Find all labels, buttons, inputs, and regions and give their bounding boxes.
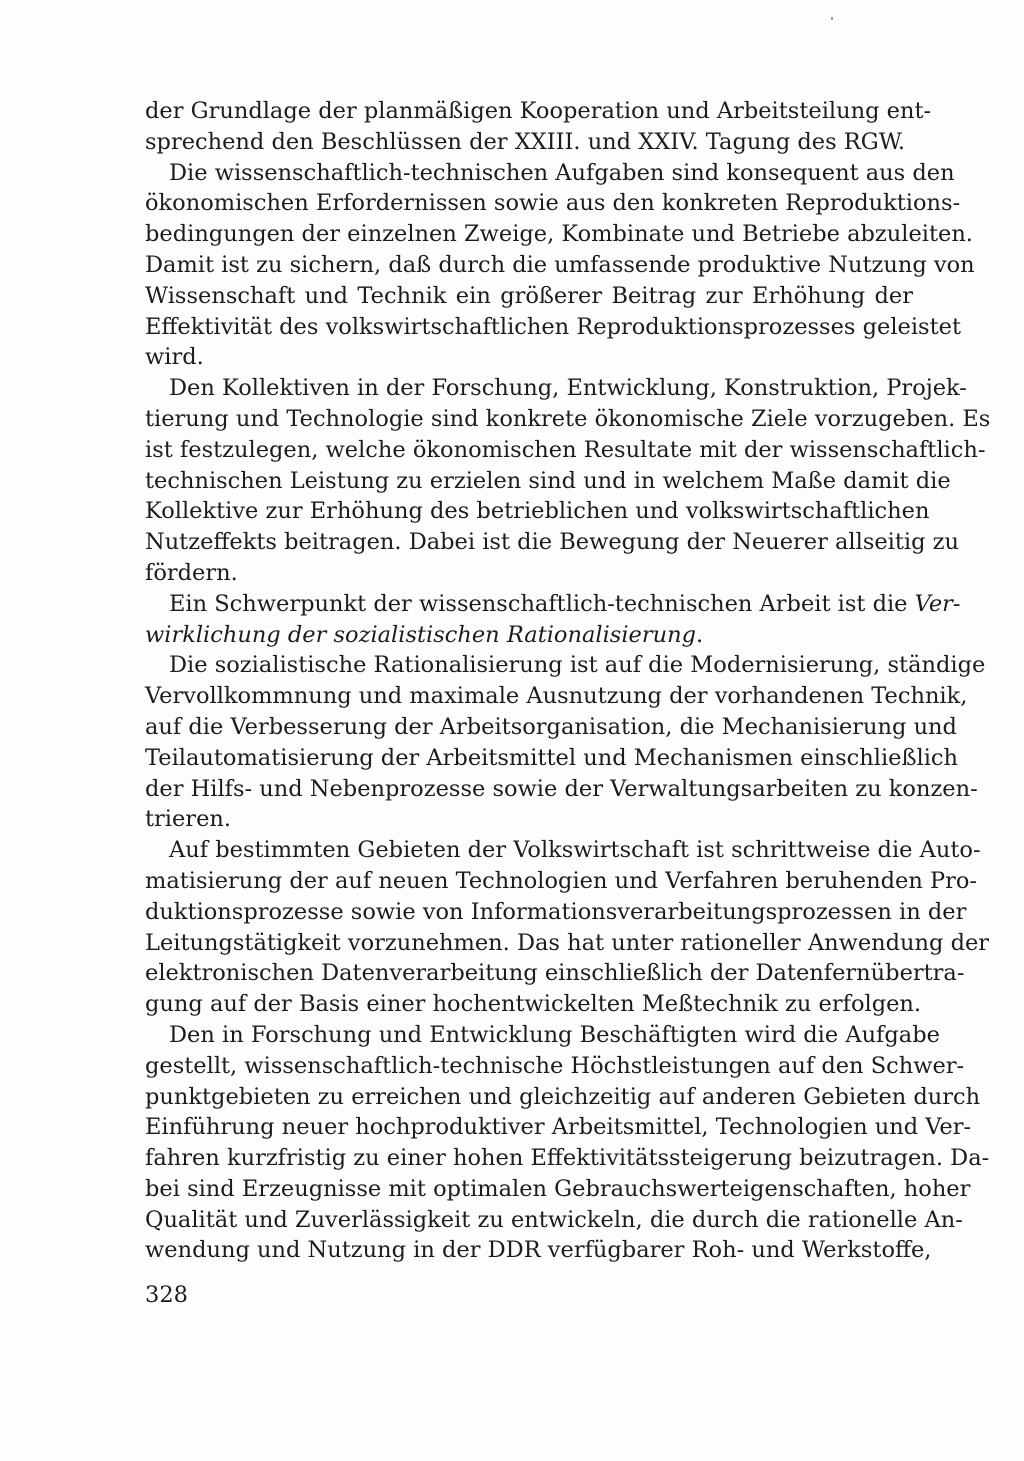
text-line-segment: ökonomischen Erfordernissen sowie aus den konkreten Reproduktions- — [145, 190, 961, 217]
text-line — [145, 958, 965, 989]
text-line — [145, 589, 961, 620]
text-line — [145, 158, 955, 189]
text-line-segment: Kollektive zur Erhöhung des betrieblichen und volkswirtschaftlichen — [145, 498, 930, 525]
text-line — [145, 620, 913, 651]
text-line — [145, 342, 913, 373]
text-line — [145, 650, 986, 681]
text-line-segment: Effektivität des volkswirtschaftlichen Reproduktionsprozesses geleistet — [145, 313, 961, 340]
text-line — [145, 281, 913, 312]
emphasized-text: Ver- — [914, 590, 961, 617]
text-line-segment: Ein Schwerpunkt der wissenschaftlich-technischen Arbeit ist die — [169, 590, 915, 617]
text-line-segment: . — [695, 621, 704, 648]
text-line — [145, 435, 986, 466]
text-line-segment: sprechend den Beschlüssen der XXIII. und XXIV. Tagung des RGW. — [145, 128, 906, 155]
text-line — [145, 928, 990, 959]
text-line-segment: matisierung der auf neuen Technologien und Verfahren beruhenden Pro- — [145, 867, 978, 894]
text-line — [145, 1205, 963, 1236]
text-line — [145, 1020, 940, 1051]
text-line-segment: der Grundlage der planmäßigen Kooperation und Arbeitsteilung ent- — [145, 98, 932, 124]
text-line-segment: tierung und Technologie sind konkrete ökonomische Ziele vorzugeben. Es — [145, 405, 991, 432]
text-line — [145, 558, 913, 589]
text-line — [145, 496, 930, 527]
text-line-segment: Den in Forschung und Entwicklung Beschäftigten wird die Aufgabe — [169, 1021, 940, 1048]
text-line — [145, 466, 951, 497]
text-line — [145, 743, 958, 774]
text-line — [145, 373, 967, 404]
text-line-segment: bei sind Erzeugnisse mit optimalen Gebrauchswerteigenschaften, hoher — [145, 1175, 971, 1202]
text-line-segment: Die sozialistische Rationalisierung ist auf die Modernisierung, ständige — [169, 652, 986, 679]
text-line-segment: punktgebieten zu erreichen und gleichzeitig auf anderen Gebieten durch — [145, 1083, 981, 1110]
text-line — [145, 681, 968, 712]
text-line — [145, 897, 967, 928]
text-line-segment: bedingungen der einzelnen Zweige, Kombinate und Betriebe abzuleiten. — [145, 221, 973, 248]
text-line-segment: fahren kurzfristig zu einer hohen Effektivitätssteigerung beizutragen. Da- — [145, 1145, 990, 1172]
text-line — [145, 96, 932, 127]
text-line-segment: Einführung neuer hochproduktiver Arbeitsmittel, Technologien und Ver- — [145, 1114, 972, 1141]
text-line-segment: gestellt, wissenschaftlich-technische Höchstleistungen auf den Schwer- — [145, 1052, 965, 1079]
text-line — [145, 219, 973, 250]
text-line-segment: fördern. — [145, 559, 238, 586]
text-line-segment: ist festzulegen, welche ökonomischen Resultate mit der wissenschaftlich- — [145, 436, 986, 463]
text-line-segment: Nutzeffekts beitragen. Dabei ist die Bewegung der Neuerer allseitig zu — [145, 529, 960, 556]
text-line-segment: der Hilfs- und Nebenprozesse sowie der Verwaltungsarbeiten zu konzen- — [145, 775, 978, 802]
text-line-segment: Vervollkommnung und maximale Ausnutzung der vorhandenen Technik, — [145, 683, 968, 710]
text-line-segment: Wissenschaft und Technik ein größerer Beitrag zur Erhöhung der — [145, 282, 913, 309]
text-line-segment: Die wissenschaftlich-technischen Aufgaben sind konsequent aus den — [169, 159, 955, 186]
text-line-segment: trieren. — [145, 806, 232, 833]
text-line — [145, 250, 975, 281]
text-line — [145, 312, 961, 343]
text-line — [145, 527, 960, 558]
text-line-segment: duktionsprozesse sowie von Informationsverarbeitungsprozessen in der — [145, 898, 967, 925]
emphasized-text: wirklichung der sozialistischen Rationalisierung — [145, 621, 696, 648]
text-line — [145, 1082, 981, 1113]
text-line-segment: elektronischen Datenverarbeitung einschließlich der Datenfernübertra- — [145, 960, 965, 987]
text-line-segment: Leitungstätigkeit vorzunehmen. Das hat unter rationeller Anwendung der — [145, 929, 990, 956]
text-line — [145, 989, 922, 1020]
text-line-segment: Qualität und Zuverlässigkeit zu entwickeln, die durch die rationelle An- — [145, 1206, 963, 1233]
text-line — [145, 1051, 965, 1082]
scan-speck — [831, 17, 833, 20]
text-line — [145, 774, 978, 805]
text-line — [145, 804, 913, 835]
body-text — [145, 96, 991, 1266]
text-line — [145, 1143, 990, 1174]
text-line — [145, 127, 913, 158]
text-line — [145, 1112, 972, 1143]
text-line-segment: wird. — [145, 344, 204, 371]
text-line — [145, 404, 991, 435]
text-line — [145, 866, 978, 897]
text-line — [145, 188, 961, 219]
text-line — [145, 1235, 932, 1266]
text-line-segment: gung auf der Basis einer hochentwickelten Meßtechnik zu erfolgen. — [145, 991, 922, 1018]
page-number: 328 — [145, 1282, 188, 1308]
text-line-segment: Damit ist zu sichern, daß durch die umfassende produktive Nutzung von — [145, 251, 975, 278]
text-line-segment: Teilautomatisierung der Arbeitsmittel und Mechanismen einschließlich — [145, 744, 958, 771]
text-line-segment: technischen Leistung zu erzielen sind und in welchem Maße damit die — [145, 467, 951, 494]
text-line — [145, 1174, 971, 1205]
text-line-segment: Auf bestimmten Gebieten der Volkswirtschaft ist schrittweise die Auto- — [169, 837, 981, 864]
text-line-segment: auf die Verbesserung der Arbeitsorganisation, die Mechanisierung und — [145, 713, 957, 740]
text-line — [145, 712, 957, 743]
text-line-segment: Den Kollektiven in der Forschung, Entwicklung, Konstruktion, Projek- — [169, 375, 967, 402]
text-line — [145, 835, 981, 866]
text-line-segment: wendung und Nutzung in der DDR verfügbarer Roh- und Werkstoffe, — [145, 1237, 932, 1264]
